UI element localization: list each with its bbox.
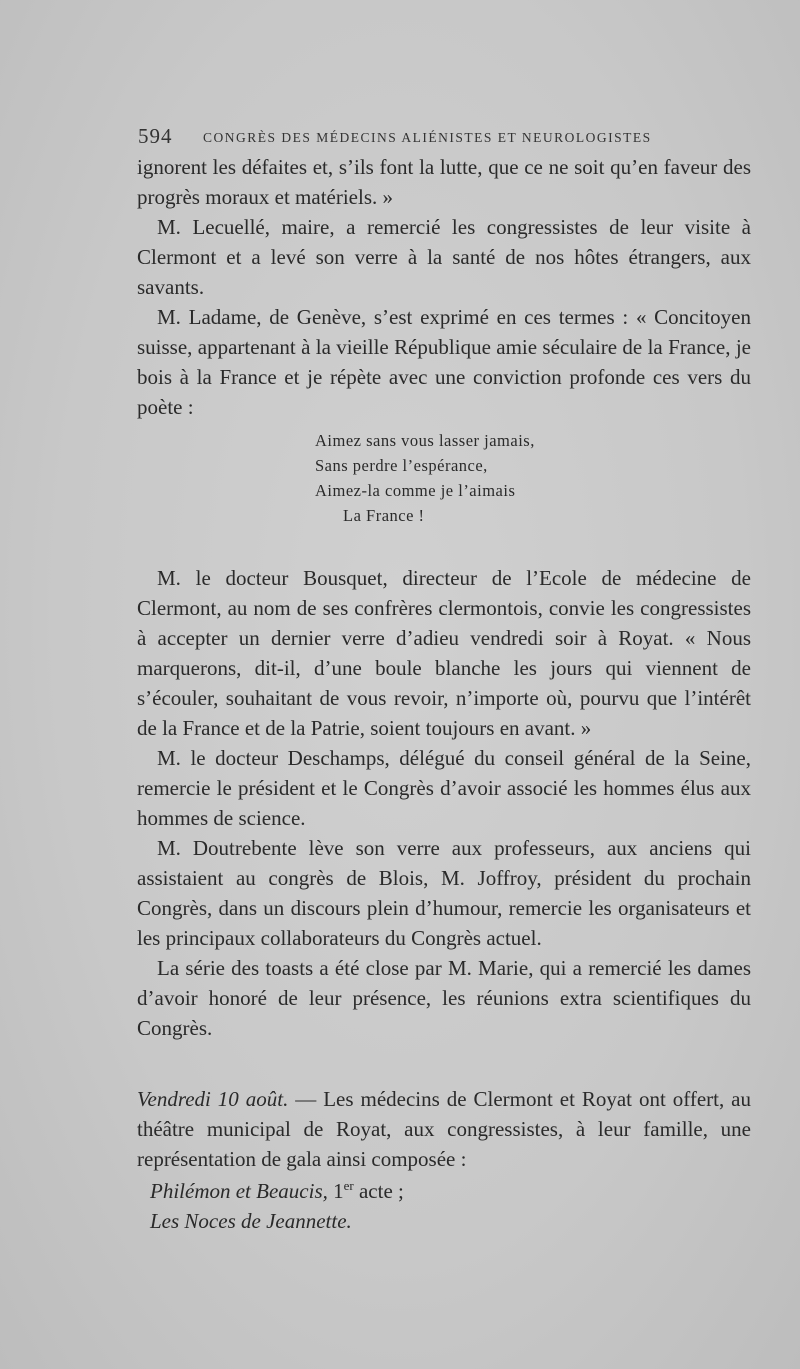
date-heading: Vendredi 10 août. [137, 1087, 289, 1111]
paragraph-marie: La série des toasts a été close par M. Marie, qui a remercié les dames d’avoir honoré de leur présence, les réunions extra scientifiques du Congrès. [137, 956, 751, 1040]
paragraph-lecuelle: M. Lecuellé, maire, a remercié les congressistes de leur visite à Clermont et a levé son verre à la santé de nos hôtes étrangers, aux savants. [137, 215, 751, 299]
poem-line: La France ! [343, 506, 425, 525]
program-act-number: 1 [333, 1179, 344, 1203]
paragraph-doutrebente: M. Doutrebente lève son verre aux professeurs, aux anciens qui assistaient au congrès de Blois, M. Joffroy, président du prochain Congrès, dans un discours plein d’humour, remercie les organisateurs et les principaux collaborateurs du Congrès actuel. [137, 836, 751, 950]
program-act-superscript: er [343, 1178, 354, 1193]
paragraph-continuation: ignorent les défaites et, s’ils font la lutte, que ce ne soit qu’en faveur des progrès moraux et matériels. » [137, 155, 751, 209]
body-text-upper [137, 152, 751, 422]
paragraph-deschamps: M. le docteur Deschamps, délégué du conseil général de la Seine, remercie le président et le Congrès d’avoir associé les hommes élus aux hommes de science. [137, 746, 751, 830]
page-number: 594 [138, 124, 173, 148]
program-act-text: acte ; [358, 1179, 404, 1203]
paragraph-vendredi [137, 1084, 751, 1174]
program-item [150, 1176, 404, 1206]
paragraph-bousquet: M. le docteur Bousquet, directeur de l’Ecole de médecine de Clermont, au nom de ses confrères clermontois, convie les congressistes à accepter un dernier verre d’adieu vendredi soir à Royat. « Nous marquerons, dit-il, d’une boule blanche les jours qui viennent de s’écouler, souhaitant de vous revoir, n’importe où, pourvu que l’intérêt de la France et de la Patrie, soient toujours en avant. » [137, 566, 751, 740]
section-vendredi [137, 1084, 751, 1174]
poem-line: Aimez sans vous lasser jamais, [315, 431, 535, 450]
program-title: Les Noces de Jeannette. [150, 1209, 352, 1233]
running-head: CONGRÈS DES MÉDECINS ALIÉNISTES ET NEUROLOGISTES [203, 130, 652, 145]
program-title: Philémon et Beaucis, [150, 1179, 328, 1203]
poem-line: Aimez-la comme je l’aimais [315, 481, 516, 500]
body-text-lower [137, 563, 751, 1043]
page-header [138, 124, 738, 148]
program-list [150, 1176, 404, 1236]
poem-verse [315, 428, 535, 528]
paragraph-ladame: M. Ladame, de Genève, s’est exprimé en ces termes : « Concitoyen suisse, appartenant à la vieille République amie séculaire de la France, je bois à la France et je répète avec une conviction profonde ces vers du poète : [137, 305, 751, 419]
poem-line: Sans perdre l’espérance, [315, 456, 488, 475]
program-item [150, 1206, 404, 1236]
vendredi-text: — Les médecins de Clermont et Royat ont offert, au théâtre municipal de Royat, aux congressistes, à leur famille, une représentation de gala ainsi composée : [137, 1087, 751, 1171]
